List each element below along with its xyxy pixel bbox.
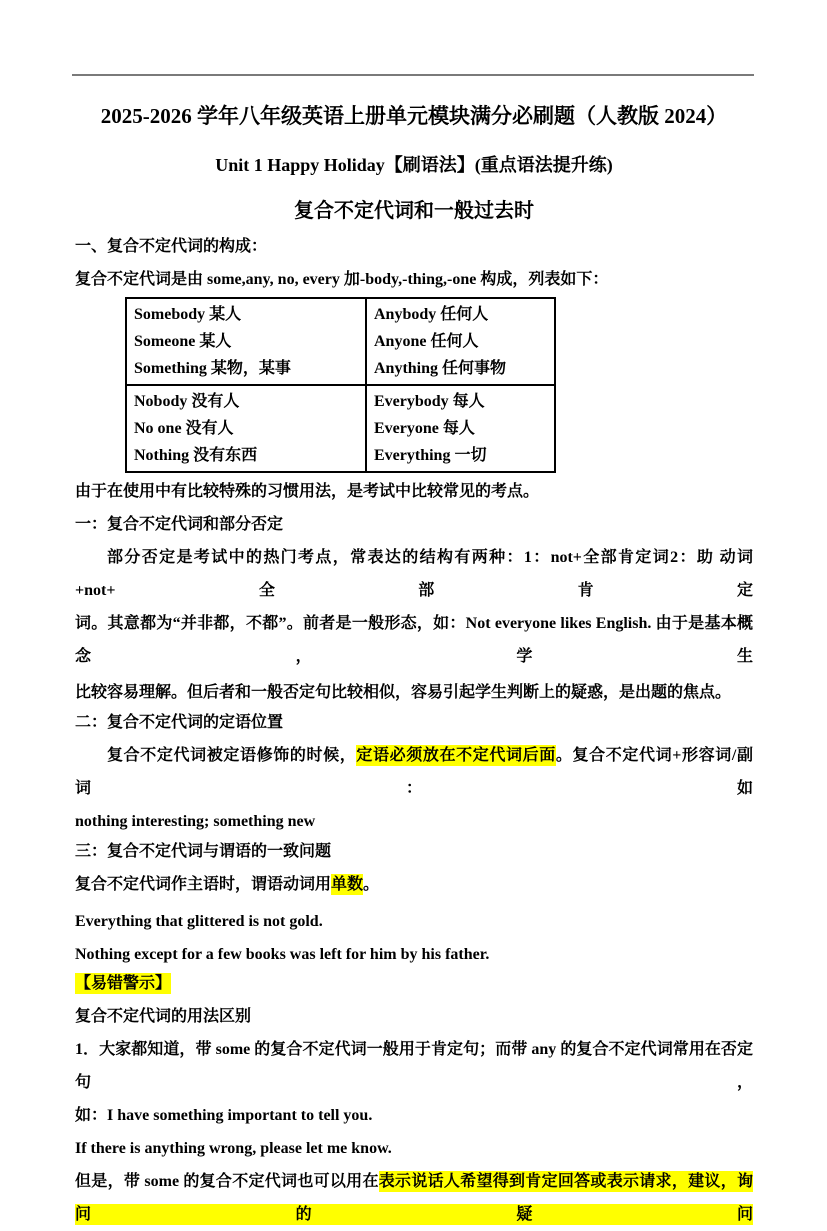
heading-attributive-position: 二：复合不定代词的定语位置 <box>75 714 284 731</box>
example-if-anything: If there is anything wrong, please let me know. <box>75 1140 392 1157</box>
paragraph-attributive-continued: nothing interesting; something new <box>75 813 316 830</box>
highlight-attributive-rule: 定语必须放在不定代词后面 <box>356 747 556 764</box>
table-line: Somebody 某人 <box>134 306 242 323</box>
table-line: Everyone 每人 <box>374 420 475 437</box>
highlight-but-some-rule: 表示说话人希望得到肯定回答或表示请求，建议，询问的疑问 <box>75 1173 753 1223</box>
table-line: Everybody 每人 <box>374 393 485 410</box>
table-line: Anybody 任何人 <box>374 306 489 323</box>
table-row <box>126 298 555 385</box>
paragraph-partial-negation-line3: 比较容易理解。但后者和一般否定句比较相似，容易引起学生判断上的疑惑，是出题的焦点。 <box>75 684 732 701</box>
table-cell-any <box>366 298 555 385</box>
doc-title: 2025-2026 学年八年级英语上册单元模块满分必刷题（人教版 2024） <box>100 104 728 128</box>
text-run: 但是，带 some 的复合不定代词也可以用在 <box>75 1173 379 1190</box>
paragraph-agreement <box>75 868 753 901</box>
paragraph-intro: 复合不定代词是由 some,any, no, every 加-body,-thing,-one 构成，列表如下： <box>75 271 609 288</box>
table-line: Nobody 没有人 <box>134 393 240 410</box>
table-cell-every <box>366 385 555 472</box>
paragraph-partial-negation-line2: 词。其意都为“并非都，不都”。前者是一般形态，如：Not everyone likes English. 由于是基本概念，学生 <box>75 615 753 665</box>
paragraph-usage-difference: 复合不定代词的用法区别 <box>75 1008 252 1025</box>
section-title: 复合不定代词和一般过去时 <box>294 200 534 222</box>
table-line: Nothing 没有东西 <box>134 447 258 464</box>
example-nothing: Nothing except for a few books was left for him by his father. <box>75 946 490 963</box>
text-run: 复合不定代词作主语时，谓语动词用 <box>75 876 332 893</box>
table-line: Something 某物，某事 <box>134 360 291 377</box>
header-divider-line <box>72 74 754 76</box>
paragraph-rule1-line1: 1．大家都知道，带 some 的复合不定代词一般用于肯定句；而带 any 的复合不定代词常用在否定句， <box>75 1041 753 1091</box>
pronoun-table <box>125 297 556 473</box>
table-line: Someone 某人 <box>134 333 232 350</box>
paragraph-after-table: 由于在使用中有比较特殊的习惯用法，是考试中比较常见的考点。 <box>75 483 540 500</box>
table-cell-no <box>126 385 366 472</box>
table-cell-some <box>126 298 366 385</box>
table-line: No one 没有人 <box>134 420 234 437</box>
paragraph-partial-negation-line1: 部分否定是考试中的热门考点，常表达的结构有两种：1：not+全部肯定词2：助 动词+not+全部肯定 <box>75 549 753 599</box>
doc-subtitle: Unit 1 Happy Holiday【刷语法】(重点语法提升练) <box>215 155 613 175</box>
text-run: 。复合不定代词+形容词/副词：如 <box>75 747 753 797</box>
paragraph-but-some <box>75 1165 753 1231</box>
table-row <box>126 385 555 472</box>
heading-composition: 一、复合不定代词的构成： <box>75 238 268 255</box>
paragraph-rule1-line2: 如：I have something important to tell you. <box>75 1107 373 1124</box>
highlight-warning: 【易错警示】 <box>75 975 172 992</box>
example-everything: Everything that glittered is not gold. <box>75 913 323 930</box>
text-run: 复合不定代词被定语修饰的时候， <box>107 747 357 764</box>
heading-partial-negation: 一：复合不定代词和部分否定 <box>75 516 284 533</box>
highlight-singular: 单数 <box>331 876 364 893</box>
warning-label <box>75 967 753 1000</box>
table-line: Anyone 任何人 <box>374 333 479 350</box>
paragraph-attributive <box>75 739 753 805</box>
text-run: 。 <box>363 876 380 893</box>
table-line: Everything 一切 <box>374 447 487 464</box>
heading-predicate-agreement: 三：复合不定代词与谓语的一致问题 <box>75 843 332 860</box>
document-body <box>75 96 753 1231</box>
table-line: Anything 任何事物 <box>374 360 507 377</box>
